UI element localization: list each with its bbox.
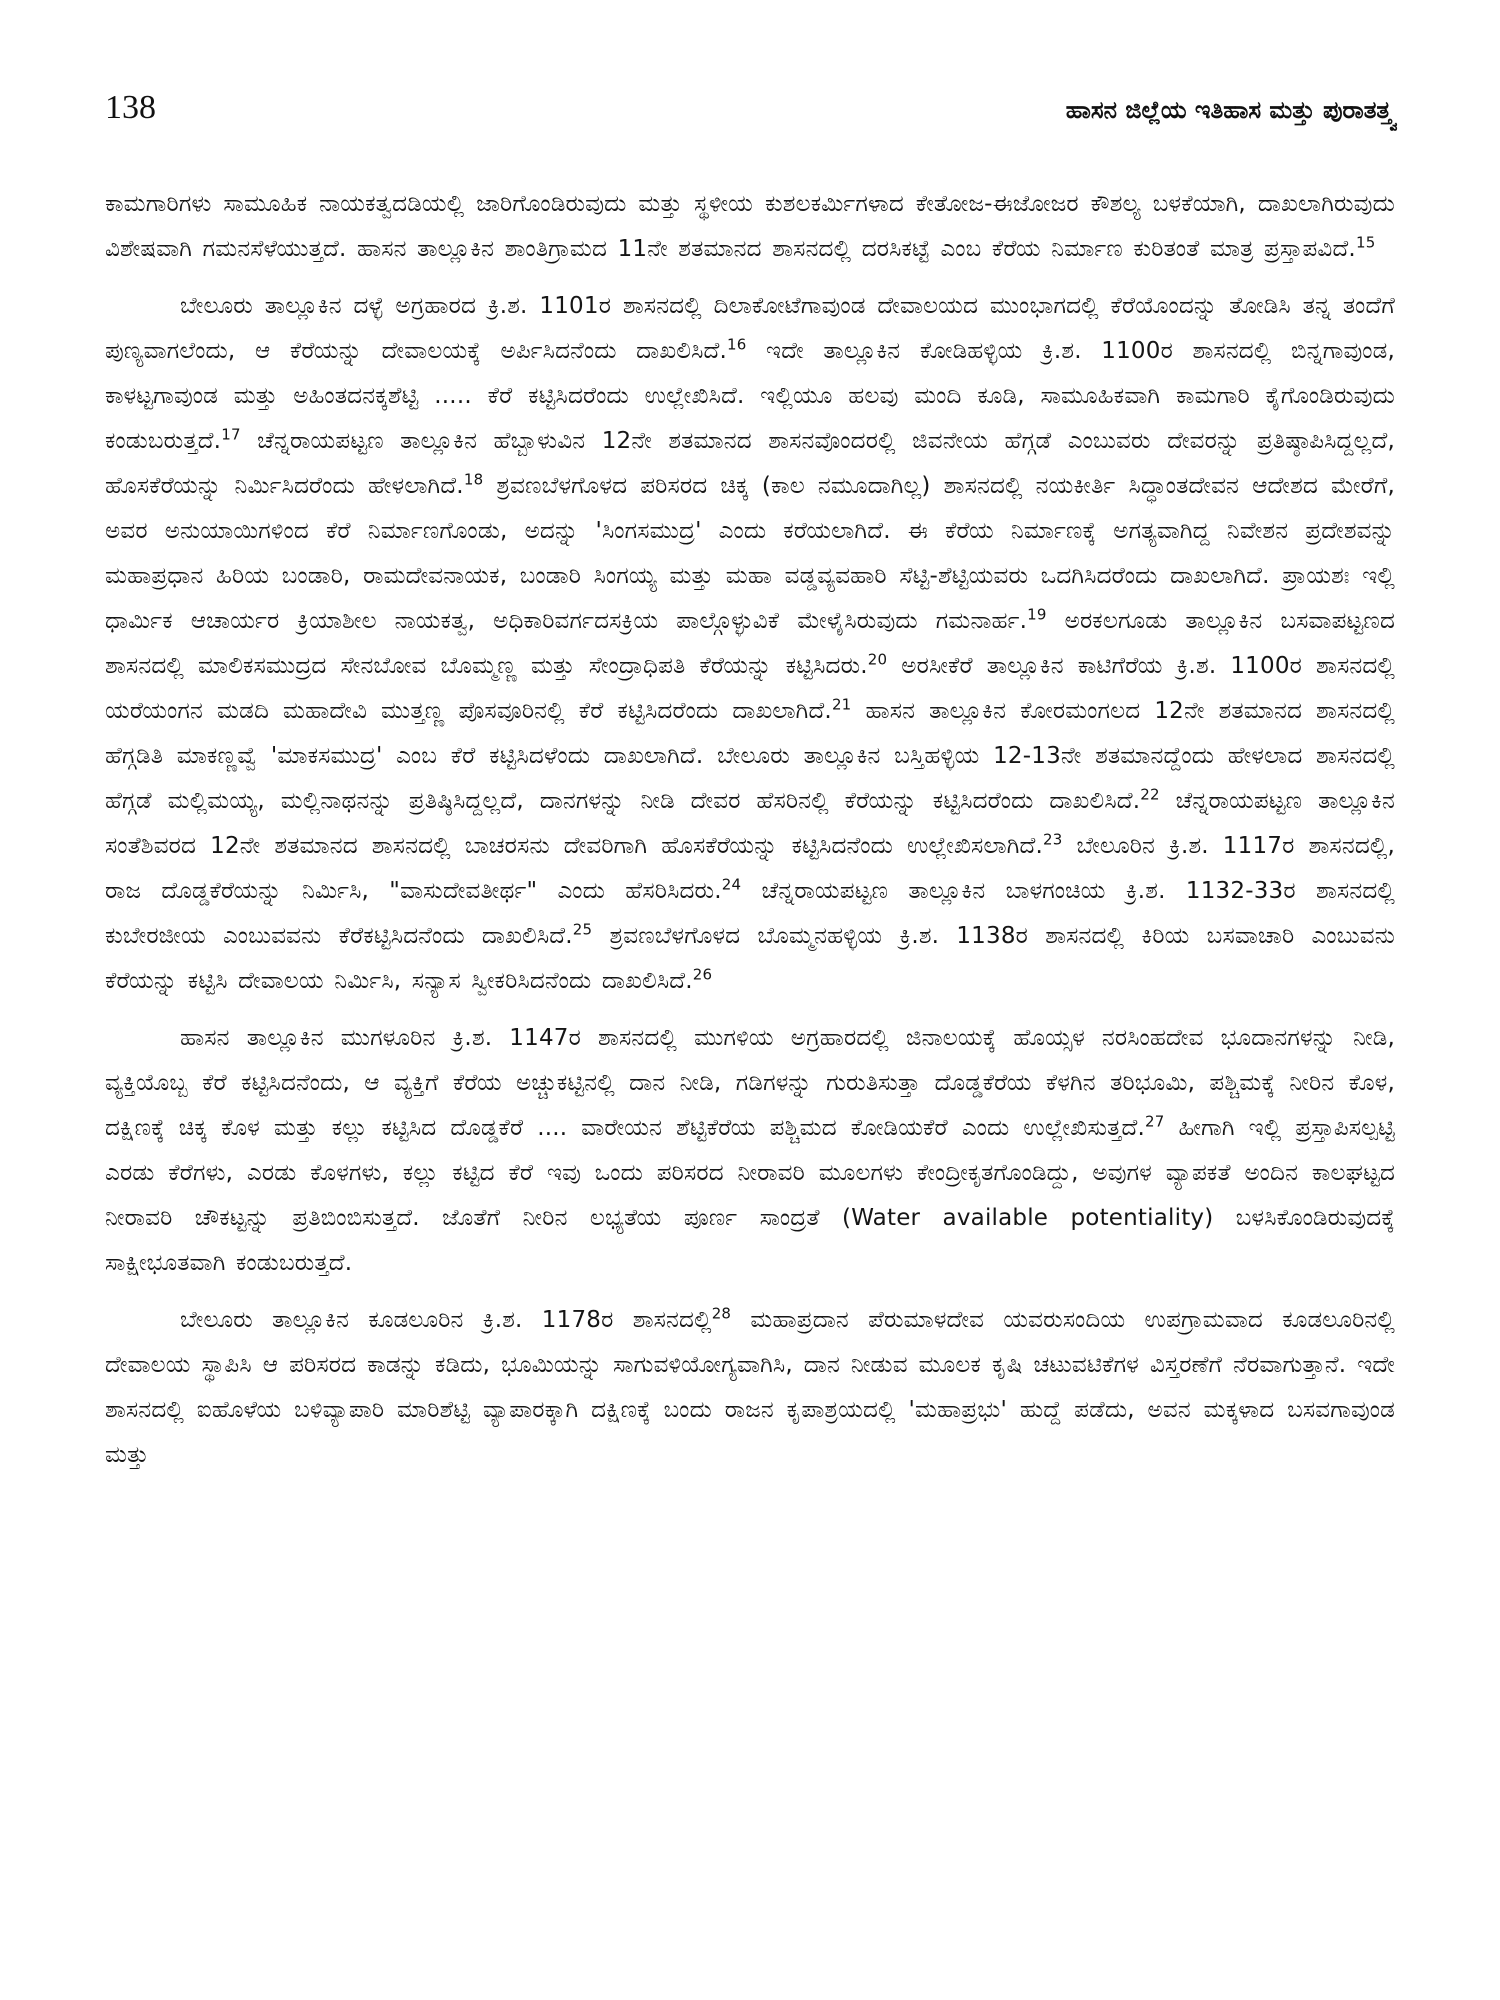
paragraph-text: ಚೆನ್ನರಾಯಪಟ್ಟಣ ತಾಲ್ಲೂಕಿನ ಬಾಳಗಂಚಿಯ ಕ್ರಿ.ಶ. 1132-33ರ ಶಾಸನದಲ್ಲಿ ಕುಬೇರಜೀಯ ಎಂಬುವವನು ಕೆರೆಕಟ್ಟಿಸಿದನೆಂದು ದಾಖಲಿಸಿದೆ. [105, 878, 1395, 949]
paragraph [105, 182, 1395, 272]
footnote-ref: 27 [1144, 1112, 1165, 1131]
paragraph-text: ಅರಕಲಗೂಡು ತಾಲ್ಲೂಕಿನ ಬಸವಾಪಟ್ಟಣದ ಶಾಸನದಲ್ಲಿ ಮಾಲಿಕಸಮುದ್ರದ ಸೇನಬೋವ ಬೊಮ್ಮಣ್ಣ ಮತ್ತು ಸೇಂದ್ರಾಧಿಪತಿ ಕೆರೆಯನ್ನು ಕಟ್ಟಿಸಿದರು. [105, 608, 1395, 679]
footnote-ref: 28 [711, 1304, 732, 1323]
body-text [105, 182, 1395, 1940]
page-header [105, 88, 1395, 132]
paragraph-text: ಕಾಮಗಾರಿಗಳು ಸಾಮೂಹಿಕ ನಾಯಕತ್ವದಡಿಯಲ್ಲಿ ಜಾರಿಗೊಂಡಿರುವುದು ಮತ್ತು ಸ್ಥಳೀಯ ಕುಶಲಕರ್ಮಿಗಳಾದ ಕೇತೋಜ-ಈಜೋಜರ ಕೌಶಲ್ಯ ಬಳಕೆಯಾಗಿ, ದಾಖಲಾಗಿರುವುದು ವಿಶೇಷವಾಗಿ ಗಮನಸೆಳೆಯುತ್ತದೆ. ಹಾಸನ ತಾಲ್ಲೂಕಿನ ಶಾಂತಿಗ್ರಾಮದ 11ನೇ ಶತಮಾನದ ಶಾಸನದಲ್ಲಿ ದರಸಿಕಟ್ಟೆ ಎಂಬ ಕೆರೆಯ ನಿರ್ಮಾಣ ಕುರಿತಂತೆ ಮಾತ್ರ ಪ್ರಸ್ತಾಪವಿದೆ. [105, 191, 1395, 262]
paragraph-text: ಚೆನ್ನರಾಯಪಟ್ಟಣ ತಾಲ್ಲೂಕಿನ ಸಂತೆಶಿವರದ 12ನೇ ಶತಮಾನದ ಶಾಸನದಲ್ಲಿ ಬಾಚರಸನು ದೇವರಿಗಾಗಿ ಹೊಸಕೆರೆಯನ್ನು ಕಟ್ಟಿಸಿದನೆಂದು ಉಲ್ಲೇಖಿಸಲಾಗಿದೆ. [105, 788, 1395, 859]
paragraph [105, 284, 1395, 1004]
paragraph-text: ಶ್ರವಣಬೆಳಗೊಳದ ಬೊಮ್ಮನಹಳ್ಳಿಯ ಕ್ರಿ.ಶ. 1138ರ ಶಾಸನದಲ್ಲಿ ಕಿರಿಯ ಬಸವಾಚಾರಿ ಎಂಬುವನು ಕೆರೆಯನ್ನು ಕಟ್ಟಿಸಿ ದೇವಾಲಯ ನಿರ್ಮಿಸಿ, ಸನ್ಯಾಸ ಸ್ವೀಕರಿಸಿದನೆಂದು ದಾಖಲಿಸಿದೆ. [105, 923, 1395, 994]
paragraph-text: ಮಹಾಪ್ರದಾನ ಪೆರುಮಾಳದೇವ ಯವರುಸಂದಿಯ ಉಪಗ್ರಾಮವಾದ ಕೂಡಲೂರಿನಲ್ಲಿ ದೇವಾಲಯ ಸ್ಥಾಪಿಸಿ ಆ ಪರಿಸರದ ಕಾಡನ್ನು ಕಡಿದು, ಭೂಮಿಯನ್ನು ಸಾಗುವಳಿಯೋಗ್ಯವಾಗಿಸಿ, ದಾನ ನೀಡುವ ಮೂಲಕ ಕೃಷಿ ಚಟುವಟಿಕೆಗಳ ವಿಸ್ತರಣೆಗೆ ನೆರವಾಗುತ್ತಾನೆ. ಇದೇ ಶಾಸನದಲ್ಲಿ ಐಹೊಳೆಯ ಬಳಿವ್ಯಾಪಾರಿ ಮಾರಿಶೆಟ್ಟಿ ವ್ಯಾಪಾರಕ್ಕಾಗಿ ದಕ್ಷಿಣಕ್ಕೆ ಬಂದು ರಾಜನ ಕೃಪಾಶ್ರಯದಲ್ಲಿ 'ಮಹಾಪ್ರಭು' ಹುದ್ದೆ ಪಡೆದು, ಅವನ ಮಕ್ಕಳಾದ ಬಸವಗಾವುಂಡ ಮತ್ತು [105, 1307, 1395, 1468]
paragraph-text: ಹೀಗಾಗಿ ಇಲ್ಲಿ ಪ್ರಸ್ತಾಪಿಸಲ್ಪಟ್ಟಿ ಎರಡು ಕೆರೆಗಳು, ಎರಡು ಕೊಳಗಳು, ಕಲ್ಲು ಕಟ್ಟಿದ ಕೆರೆ ಇವು ಒಂದು ಪರಿಸರದ ನೀರಾವರಿ ಮೂಲಗಳು ಕೇಂದ್ರೀಕೃತಗೊಂಡಿದ್ದು, ಅವುಗಳ ವ್ಯಾಪಕತೆ ಅಂದಿನ ಕಾಲಘಟ್ಟದ ನೀರಾವರಿ ಚೌಕಟ್ಟನ್ನು ಪ್ರತಿಬಿಂಬಿಸುತ್ತದೆ. ಜೊತೆಗೆ ನೀರಿನ ಲಭ್ಯತೆಯ ಪೂರ್ಣ ಸಾಂದ್ರತೆ (Water available potentiality) ಬಳಸಿಕೊಂಡಿರುವುದಕ್ಕೆ ಸಾಕ್ಷೀಭೂತವಾಗಿ ಕಂಡುಬರುತ್ತದೆ. [105, 1115, 1395, 1276]
footnote-ref: 20 [867, 650, 888, 669]
paragraph-text: ಹಾಸನ ತಾಲ್ಲೂಕಿನ ಮುಗಳೂರಿನ ಕ್ರಿ.ಶ. 1147ರ ಶಾಸನದಲ್ಲಿ ಮುಗಳಿಯ ಅಗ್ರಹಾರದಲ್ಲಿ ಜಿನಾಲಯಕ್ಕೆ ಹೊಯ್ಸಳ ನರಸಿಂಹದೇವ ಭೂದಾನಗಳನ್ನು ನೀಡಿ, ವ್ಯಕ್ತಿಯೊಬ್ಬ ಕೆರೆ ಕಟ್ಟಿಸಿದನೆಂದು, ಆ ವ್ಯಕ್ತಿಗೆ ಕೆರೆಯ ಅಚ್ಚುಕಟ್ಟಿನಲ್ಲಿ ದಾನ ನೀಡಿ, ಗಡಿಗಳನ್ನು ಗುರುತಿಸುತ್ತಾ ದೊಡ್ಡಕೆರೆಯ ಕೆಳಗಿನ ತರಿಭೂಮಿ, ಪಶ್ಚಿಮಕ್ಕೆ ನೀರಿನ ಕೊಳ, ದಕ್ಷಿಣಕ್ಕೆ ಚಿಕ್ಕ ಕೊಳ ಮತ್ತು ಕಲ್ಲು ಕಟ್ಟಿಸಿದ ದೊಡ್ಡಕೆರೆ .... ವಾರೇಯನ ಶೆಟ್ಟಿಕೆರೆಯ ಪಶ್ಚಿಮದ ಕೋಡಿಯಕೆರೆ ಎಂದು ಉಲ್ಲೇಖಿಸುತ್ತದೆ. [105, 1025, 1395, 1141]
paragraph [105, 1016, 1395, 1286]
paragraph-text: ಹಾಸನ ತಾಲ್ಲೂಕಿನ ಕೋರಮಂಗಲದ 12ನೇ ಶತಮಾನದ ಶಾಸನದಲ್ಲಿ ಹೆಗ್ಗಡಿತಿ ಮಾಕಣ್ಣವ್ವೆ 'ಮಾಕಸಮುದ್ರ' ಎಂಬ ಕೆರೆ ಕಟ್ಟಿಸಿದಳೆಂದು ದಾಖಲಾಗಿದೆ. ಬೇಲೂರು ತಾಲ್ಲೂಕಿನ ಬಸ್ತಿಹಳ್ಳಿಯ 12-13ನೇ ಶತಮಾನದ್ದೆಂದು ಹೇಳಲಾದ ಶಾಸನದಲ್ಲಿ ಹೆಗ್ಗಡೆ ಮಲ್ಲಿಮಯ್ಯ, ಮಲ್ಲಿನಾಥನನ್ನು ಪ್ರತಿಷ್ಠಿಸಿದ್ದಲ್ಲದೆ, ದಾನಗಳನ್ನು ನೀಡಿ ದೇವರ ಹೆಸರಿನಲ್ಲಿ ಕೆರೆಯನ್ನು ಕಟ್ಟಿಸಿದರೆಂದು ದಾಖಲಿಸಿದೆ. [105, 698, 1395, 814]
footnote-ref: 15 [1355, 233, 1376, 252]
footnote-ref: 16 [727, 335, 747, 354]
paragraph-text: ಬೇಲೂರು ತಾಲ್ಲೂಕಿನ ದಳ್ಳೆ ಅಗ್ರಹಾರದ ಕ್ರಿ.ಶ. 1101ರ ಶಾಸನದಲ್ಲಿ ದಿಲಾಕೋಟೆಗಾವುಂಡ ದೇವಾಲಯದ ಮುಂಭಾಗದಲ್ಲಿ ಕೆರೆಯೊಂದನ್ನು ತೋಡಿಸಿ ತನ್ನ ತಂದೆಗೆ ಪುಣ್ಯವಾಗಲೆಂದು, ಆ ಕೆರೆಯನ್ನು ದೇವಾಲಯಕ್ಕೆ ಅರ್ಪಿಸಿದನೆಂದು ದಾಖಲಿಸಿದೆ. [105, 293, 1395, 364]
footnote-ref: 24 [721, 875, 742, 894]
footnote-ref: 25 [572, 920, 593, 939]
paragraph-text: ಅರಸೀಕೆರೆ ತಾಲ್ಲೂಕಿನ ಕಾಟಿಗೆರೆಯ ಕ್ರಿ.ಶ. 1100ರ ಶಾಸನದಲ್ಲಿ ಯರೆಯಂಗನ ಮಡದಿ ಮಹಾದೇವಿ ಮುತ್ತಣ್ಣ ಪೊಸವೂರಿನಲ್ಲಿ ಕೆರೆ ಕಟ್ಟಿಸಿದರೆಂದು ದಾಖಲಾಗಿದೆ. [105, 653, 1395, 724]
running-head: ಹಾಸನ ಜಿಲ್ಲೆಯ ಇತಿಹಾಸ ಮತ್ತು ಪುರಾತತ್ತ್ವ [1065, 96, 1395, 124]
footnote-ref: 19 [1027, 605, 1047, 624]
paragraph-text: ಬೇಲೂರಿನ ಕ್ರಿ.ಶ. 1117ರ ಶಾಸನದಲ್ಲಿ, ರಾಜ ದೊಡ್ಡಕೆರೆಯನ್ನು ನಿರ್ಮಿಸಿ, "ವಾಸುದೇವತೀರ್ಥ" ಎಂದು ಹೆಸರಿಸಿದರು. [105, 833, 1395, 904]
paragraph-text: ಚೆನ್ನರಾಯಪಟ್ಟಣ ತಾಲ್ಲೂಕಿನ ಹೆಬ್ಬಾಳುವಿನ 12ನೇ ಶತಮಾನದ ಶಾಸನವೊಂದರಲ್ಲಿ ಜಿವನೇಯ ಹೆಗ್ಗಡೆ ಎಂಬುವರು ದೇವರನ್ನು ಪ್ರತಿಷ್ಠಾಪಿಸಿದ್ದಲ್ಲದೆ, ಹೊಸಕೆರೆಯನ್ನು ನಿರ್ಮಿಸಿದರೆಂದು ಹೇಳಲಾಗಿದೆ. [105, 428, 1395, 499]
footnote-ref: 22 [1140, 785, 1160, 804]
page-number: 138 [105, 89, 156, 126]
footnote-ref: 17 [221, 425, 241, 444]
paragraph [105, 1298, 1395, 1478]
footnote-ref: 23 [1042, 830, 1063, 849]
paragraph-text: ಬೇಲೂರು ತಾಲ್ಲೂಕಿನ ಕೂಡಲೂರಿನ ಕ್ರಿ.ಶ. 1178ರ ಶಾಸನದಲ್ಲಿ [180, 1307, 712, 1333]
footnote-ref: 18 [463, 470, 484, 489]
paragraph-text: ಶ್ರವಣಬೆಳಗೊಳದ ಪರಿಸರದ ಚಿಕ್ಕ (ಕಾಲ ನಮೂದಾಗಿಲ್ಲ) ಶಾಸನದಲ್ಲಿ ನಯಕೀರ್ತಿ ಸಿದ್ಧಾಂತದೇವನ ಆದೇಶದ ಮೇರೆಗೆ, ಅವರ ಅನುಯಾಯಿಗಳಿಂದ ಕೆರೆ ನಿರ್ಮಾಣಗೊಂಡು, ಅದನ್ನು 'ಸಿಂಗಸಮುದ್ರ' ಎಂದು ಕರೆಯಲಾಗಿದೆ. ಈ ಕೆರೆಯ ನಿರ್ಮಾಣಕ್ಕೆ ಅಗತ್ಯವಾಗಿದ್ದ ನಿವೇಶನ ಪ್ರದೇಶವನ್ನು ಮಹಾಪ್ರಧಾನ ಹಿರಿಯ ಬಂಡಾರಿ, ರಾಮದೇವನಾಯಕ, ಬಂಡಾರಿ ಸಿಂಗಯ್ಯ ಮತ್ತು ಮಹಾ ವಡ್ಡವ್ಯವಹಾರಿ ಸೆಟ್ಟಿ-ಶೆಟ್ಟಿಯವರು ಒದಗಿಸಿದರೆಂದು ದಾಖಲಾಗಿದೆ. ಪ್ರಾಯಶಃ ಇಲ್ಲಿ ಧಾರ್ಮಿಕ ಆಚಾರ್ಯರ ಕ್ರಿಯಾಶೀಲ ನಾಯಕತ್ವ, ಅಧಿಕಾರಿವರ್ಗದಸಕ್ರಿಯ ಪಾಲ್ಗೊಳ್ಳುವಿಕೆ ಮೇಳೈಸಿರುವುದು ಗಮನಾರ್ಹ. [105, 473, 1395, 634]
paragraph-text: ಇದೇ ತಾಲ್ಲೂಕಿನ ಕೋಡಿಹಳ್ಳಿಯ ಕ್ರಿ.ಶ. 1100ರ ಶಾಸನದಲ್ಲಿ ಬಿನ್ನಗಾವುಂಡ, ಕಾಳಟ್ಟಗಾವುಂಡ ಮತ್ತು ಅಹಿಂತದನಕ್ಕಶೆಟ್ಟಿ ..... ಕೆರೆ ಕಟ್ಟಿಸಿದರೆಂದು ಉಲ್ಲೇಖಿಸಿದೆ. ಇಲ್ಲಿಯೂ ಹಲವು ಮಂದಿ ಕೂಡಿ, ಸಾಮೂಹಿಕವಾಗಿ ಕಾಮಗಾರಿ ಕೈಗೊಂಡಿರುವುದು ಕಂಡುಬರುತ್ತದೆ. [105, 338, 1395, 454]
footnote-ref: 26 [692, 965, 713, 984]
footnote-ref: 21 [831, 695, 852, 714]
